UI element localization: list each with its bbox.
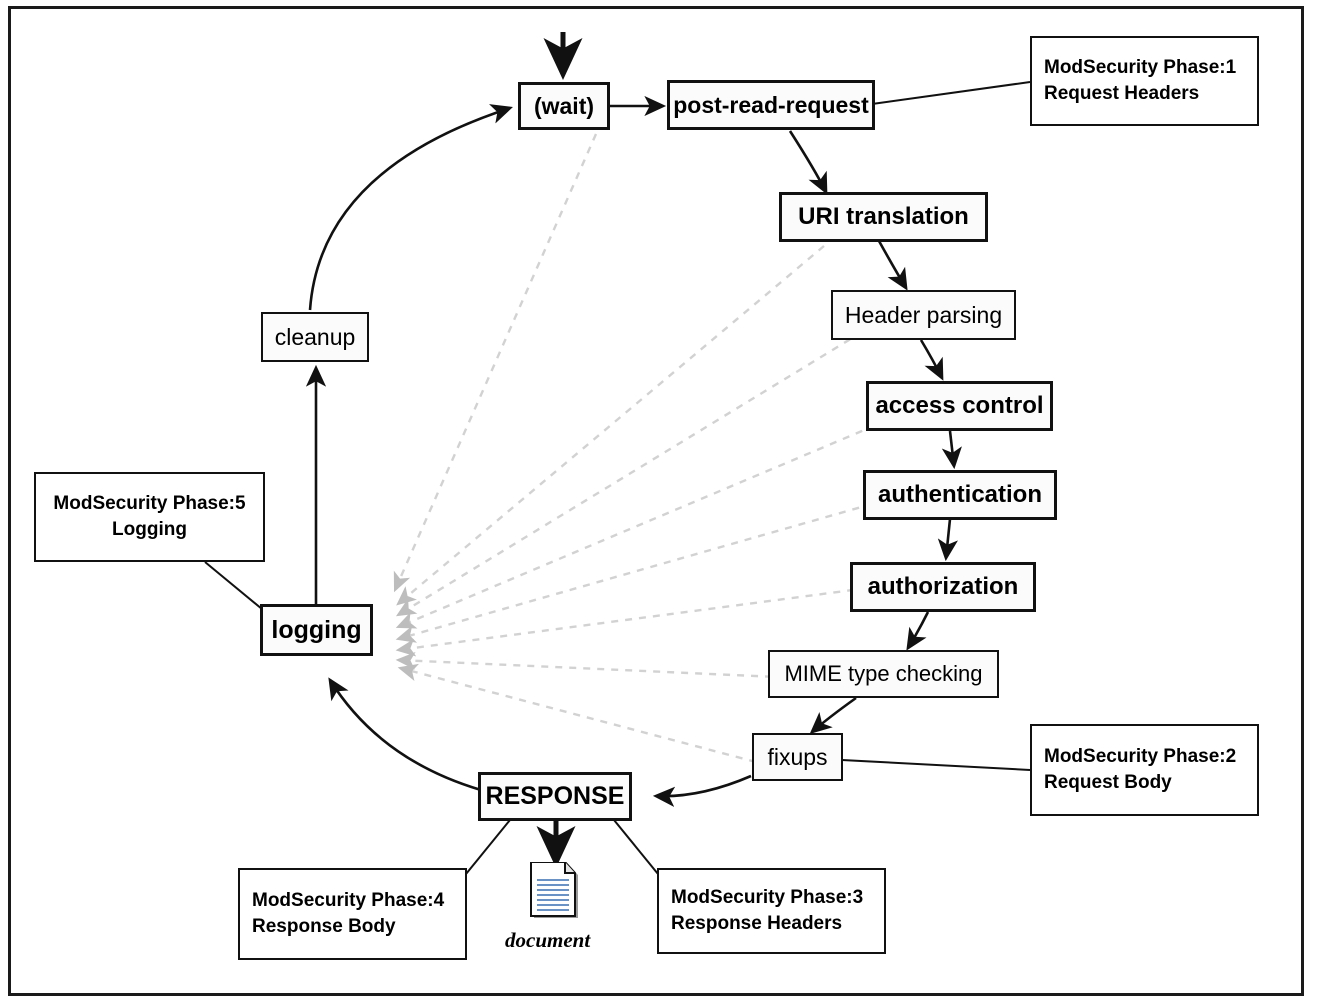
- note-phase4-line2: Response Body: [252, 916, 396, 937]
- node-access-control-label: access control: [875, 392, 1044, 420]
- node-response-label: RESPONSE: [485, 782, 625, 811]
- node-access-control[interactable]: [866, 381, 1053, 431]
- node-authorization[interactable]: [850, 562, 1036, 612]
- note-modsecurity-phase-4: [238, 868, 467, 960]
- node-logging[interactable]: [260, 604, 373, 656]
- node-fixups-label: fixups: [767, 743, 828, 770]
- note-phase3-line2: Response Headers: [671, 913, 843, 934]
- note-modsecurity-phase-1: [1030, 36, 1259, 126]
- node-response[interactable]: [478, 772, 632, 821]
- note-phase5-line2: Logging: [112, 519, 187, 540]
- note-modsecurity-phase-2: [1030, 724, 1259, 816]
- node-cleanup[interactable]: [261, 312, 369, 362]
- node-header-parsing[interactable]: [831, 290, 1016, 340]
- node-post-read-request-label: post-read-request: [673, 91, 869, 118]
- note-phase5-line1: ModSecurity Phase:5: [53, 493, 246, 515]
- node-authorization-label: authorization: [867, 573, 1019, 601]
- document-icon: [528, 862, 584, 924]
- note-modsecurity-phase-3: [657, 868, 886, 954]
- node-uri-translation[interactable]: [779, 192, 988, 242]
- node-wait-label: (wait): [533, 92, 595, 119]
- note-phase1-line2: Request Headers: [1044, 83, 1200, 104]
- node-wait[interactable]: [518, 82, 610, 130]
- node-logging-label: logging: [271, 615, 362, 644]
- node-cleanup-label: cleanup: [274, 323, 356, 350]
- node-mime-type-checking-label: MIME type checking: [784, 661, 983, 687]
- note-phase2-line2: Request Body: [1044, 772, 1172, 793]
- note-phase3-line1: ModSecurity Phase:3: [671, 887, 864, 909]
- node-post-read-request[interactable]: [667, 80, 875, 130]
- node-authentication[interactable]: [863, 470, 1057, 520]
- note-phase4-line1: ModSecurity Phase:4: [252, 890, 445, 912]
- node-header-parsing-label: Header parsing: [844, 301, 1003, 328]
- node-fixups[interactable]: [752, 733, 843, 781]
- document-label: document: [505, 928, 591, 952]
- node-mime-type-checking[interactable]: [768, 650, 999, 698]
- note-phase1-line1: ModSecurity Phase:1: [1044, 57, 1237, 79]
- node-uri-translation-label: URI translation: [798, 203, 969, 231]
- note-modsecurity-phase-5: [34, 472, 265, 562]
- node-authentication-label: authentication: [877, 481, 1042, 509]
- note-phase2-line1: ModSecurity Phase:2: [1044, 746, 1237, 768]
